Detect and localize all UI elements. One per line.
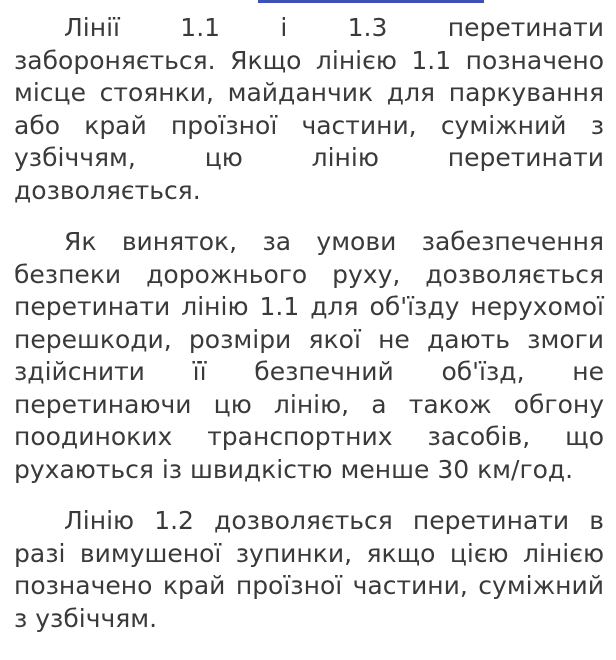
top-accent-bar [258,0,484,3]
paragraph-line-1-2: Лінію 1.2 дозволяється перетинати в разі вимушеної зупинки, якщо цією лінією позначено край проїзної частини, суміжний з узбіччям. [14,506,604,633]
paragraph-exception: Як виняток, за умови забезпечення безпеки дорожнього руху, дозволяється перетинати лінію 1.1 для об'їзду нерухомої перешкоди, розміри якої не дають змоги здійснити її безпечний об'їзд, не перетинаючи цю лінію, а також обгону поодиноких транспортних засобів, що рухаються із швидкістю менше 30 км/год. [14,227,604,484]
paragraph-line-crossing-rules: Лінії 1.1 і 1.3 перетинати забороняється. Якщо лінією 1.1 позначено місце стоянки, майданчик для паркування або край проїзної частини, суміжний з узбіччям, цю лінію перетинати дозволяється. [14,13,604,205]
article-body [14,12,604,654]
